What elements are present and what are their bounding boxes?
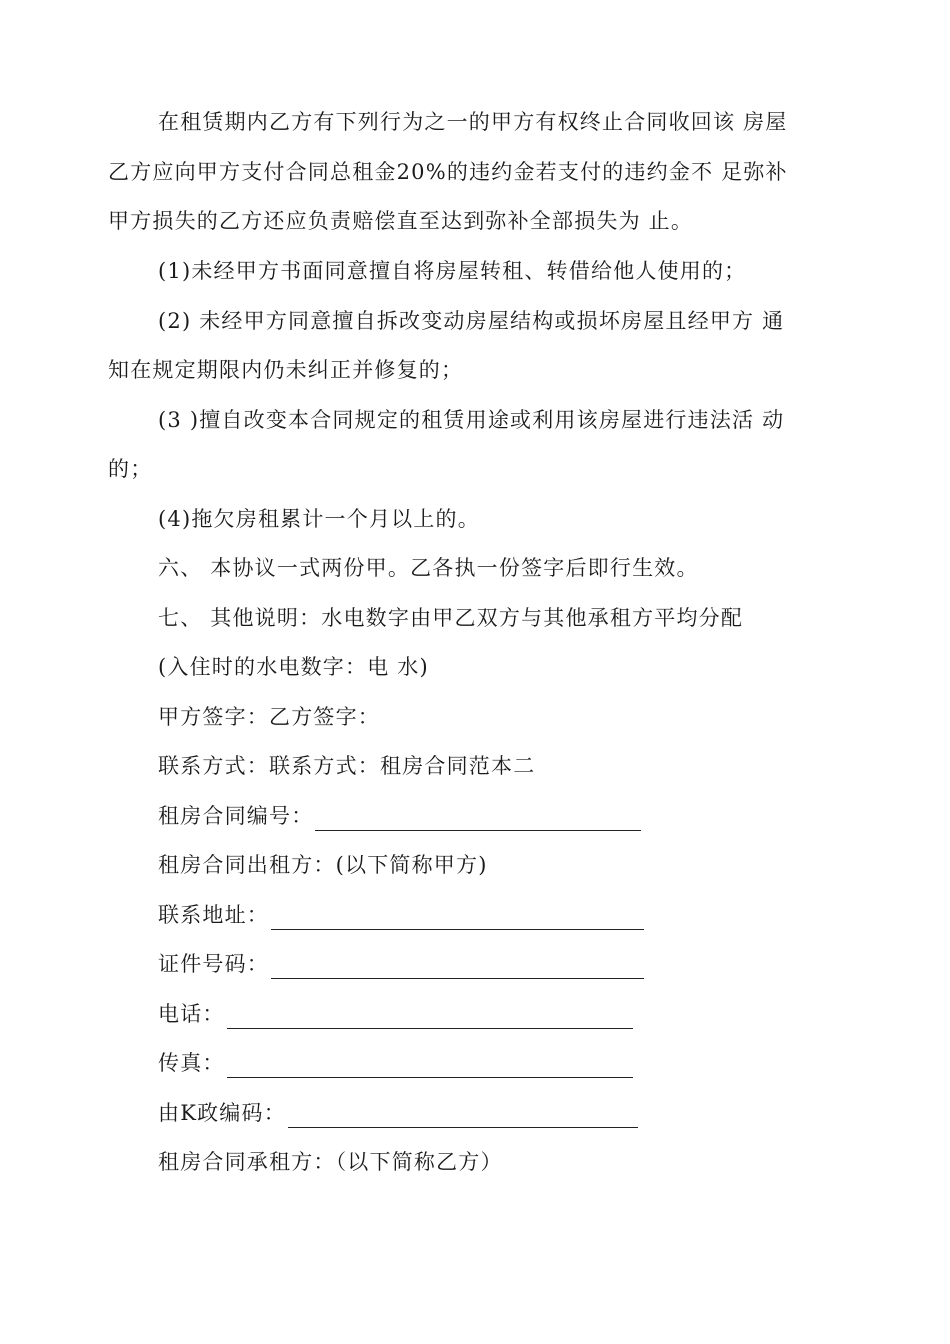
- address-label: 联系地址：: [158, 903, 269, 927]
- paragraph-termination-line-1: 在租赁期内乙方有下列行为之一的甲方有权终止合同收回该 房屋: [158, 110, 788, 134]
- list-item-2-line-2: 知在规定期限内仍未纠正并修复的；: [108, 358, 464, 382]
- postcode-field: [158, 1098, 638, 1128]
- list-item-1: (1)未经甲方书面同意擅自将房屋转租、转借给他人使用的；: [158, 259, 747, 283]
- paragraph-termination-line-2: 乙方应向甲方支付合同总租金20%的违约金若支付的违约金不 足弥补: [108, 160, 788, 184]
- signature-line: 甲方签字：乙方签字：: [158, 705, 380, 729]
- fax-blank[interactable]: [227, 1055, 633, 1078]
- list-item-4: (4)拖欠房租累计一个月以上的。: [158, 507, 480, 531]
- list-item-3-line-1: (3 )擅自改变本合同规定的租赁用途或利用该房屋进行违法活 动: [158, 408, 785, 432]
- list-item-3-line-2: 的；: [108, 457, 153, 481]
- contact-line: 联系方式：联系方式：租房合同范本二: [158, 754, 536, 778]
- contract-number-label: 租房合同编号：: [158, 804, 314, 828]
- lessor-heading: 租房合同出租方：(以下简称甲方): [158, 853, 488, 877]
- id-number-field: [158, 949, 644, 979]
- phone-blank[interactable]: [227, 1006, 633, 1029]
- clause-six: 六、 本协议一式两份甲。乙各执一份签字后即行生效。: [158, 556, 699, 580]
- id-number-blank[interactable]: [271, 956, 644, 979]
- list-item-2-line-1: (2) 未经甲方同意擅自拆改变动房屋结构或损坏房屋且经甲方 通: [158, 309, 785, 333]
- clause-seven: 七、 其他说明：水电数字由甲乙双方与其他承租方平均分配: [158, 606, 744, 630]
- paragraph-termination-line-3: 甲方损失的乙方还应负责赔偿直至达到弥补全部损失为 止。: [108, 209, 694, 233]
- meter-readings: (入住时的水电数字：电 水): [158, 655, 429, 679]
- address-blank[interactable]: [271, 907, 644, 930]
- phone-label: 电话：: [158, 1002, 225, 1026]
- contract-number-field: [158, 801, 641, 831]
- contract-number-blank[interactable]: [315, 808, 641, 831]
- postcode-blank[interactable]: [288, 1105, 638, 1128]
- postcode-label: 由K政编码：: [158, 1101, 286, 1125]
- fax-label: 传真：: [158, 1051, 225, 1075]
- phone-field: [158, 999, 633, 1029]
- address-field: [158, 900, 644, 930]
- lessee-heading: 租房合同承租方：（以下简称乙方）: [158, 1150, 503, 1174]
- fax-field: [158, 1048, 633, 1078]
- id-number-label: 证件号码：: [158, 952, 269, 976]
